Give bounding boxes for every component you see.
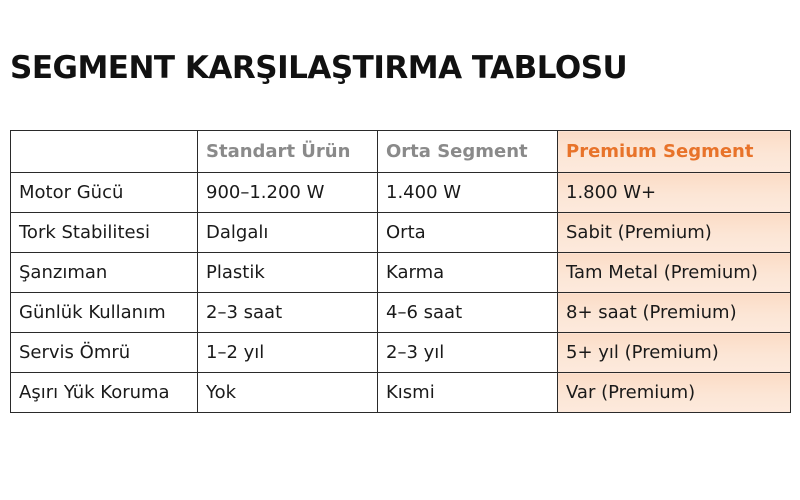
segment-comparison-table xyxy=(10,130,791,413)
mid-cell: Karma xyxy=(378,253,558,293)
header-mid-segment: Orta Segment xyxy=(378,131,558,173)
row-label: Motor Gücü xyxy=(11,173,198,213)
premium-cell: 1.800 W+ xyxy=(558,173,791,213)
mid-cell: 4–6 saat xyxy=(378,293,558,333)
header-premium-segment: Premium Segment xyxy=(558,131,791,173)
premium-cell: 8+ saat (Premium) xyxy=(558,293,791,333)
table-row xyxy=(11,333,791,373)
page-title: SEGMENT KARŞILAŞTIRMA TABLOSU xyxy=(10,50,628,86)
standard-cell: 2–3 saat xyxy=(198,293,378,333)
standard-cell: Plastik xyxy=(198,253,378,293)
premium-cell: Tam Metal (Premium) xyxy=(558,253,791,293)
standard-cell: Dalgalı xyxy=(198,213,378,253)
mid-cell: 1.400 W xyxy=(378,173,558,213)
header-standard-product: Standart Ürün xyxy=(198,131,378,173)
premium-cell: Sabit (Premium) xyxy=(558,213,791,253)
mid-cell: Orta xyxy=(378,213,558,253)
mid-cell: 2–3 yıl xyxy=(378,333,558,373)
standard-cell: 1–2 yıl xyxy=(198,333,378,373)
standard-cell: 900–1.200 W xyxy=(198,173,378,213)
row-label: Şanzıman xyxy=(11,253,198,293)
table-row xyxy=(11,173,791,213)
table-header-row xyxy=(11,131,791,173)
premium-cell: 5+ yıl (Premium) xyxy=(558,333,791,373)
table-row xyxy=(11,373,791,413)
table-row xyxy=(11,253,791,293)
mid-cell: Kısmi xyxy=(378,373,558,413)
table-row xyxy=(11,213,791,253)
row-label: Aşırı Yük Koruma xyxy=(11,373,198,413)
table-row xyxy=(11,293,791,333)
row-label: Günlük Kullanım xyxy=(11,293,198,333)
row-label: Tork Stabilitesi xyxy=(11,213,198,253)
header-blank-cell xyxy=(11,131,198,173)
premium-cell: Var (Premium) xyxy=(558,373,791,413)
standard-cell: Yok xyxy=(198,373,378,413)
row-label: Servis Ömrü xyxy=(11,333,198,373)
